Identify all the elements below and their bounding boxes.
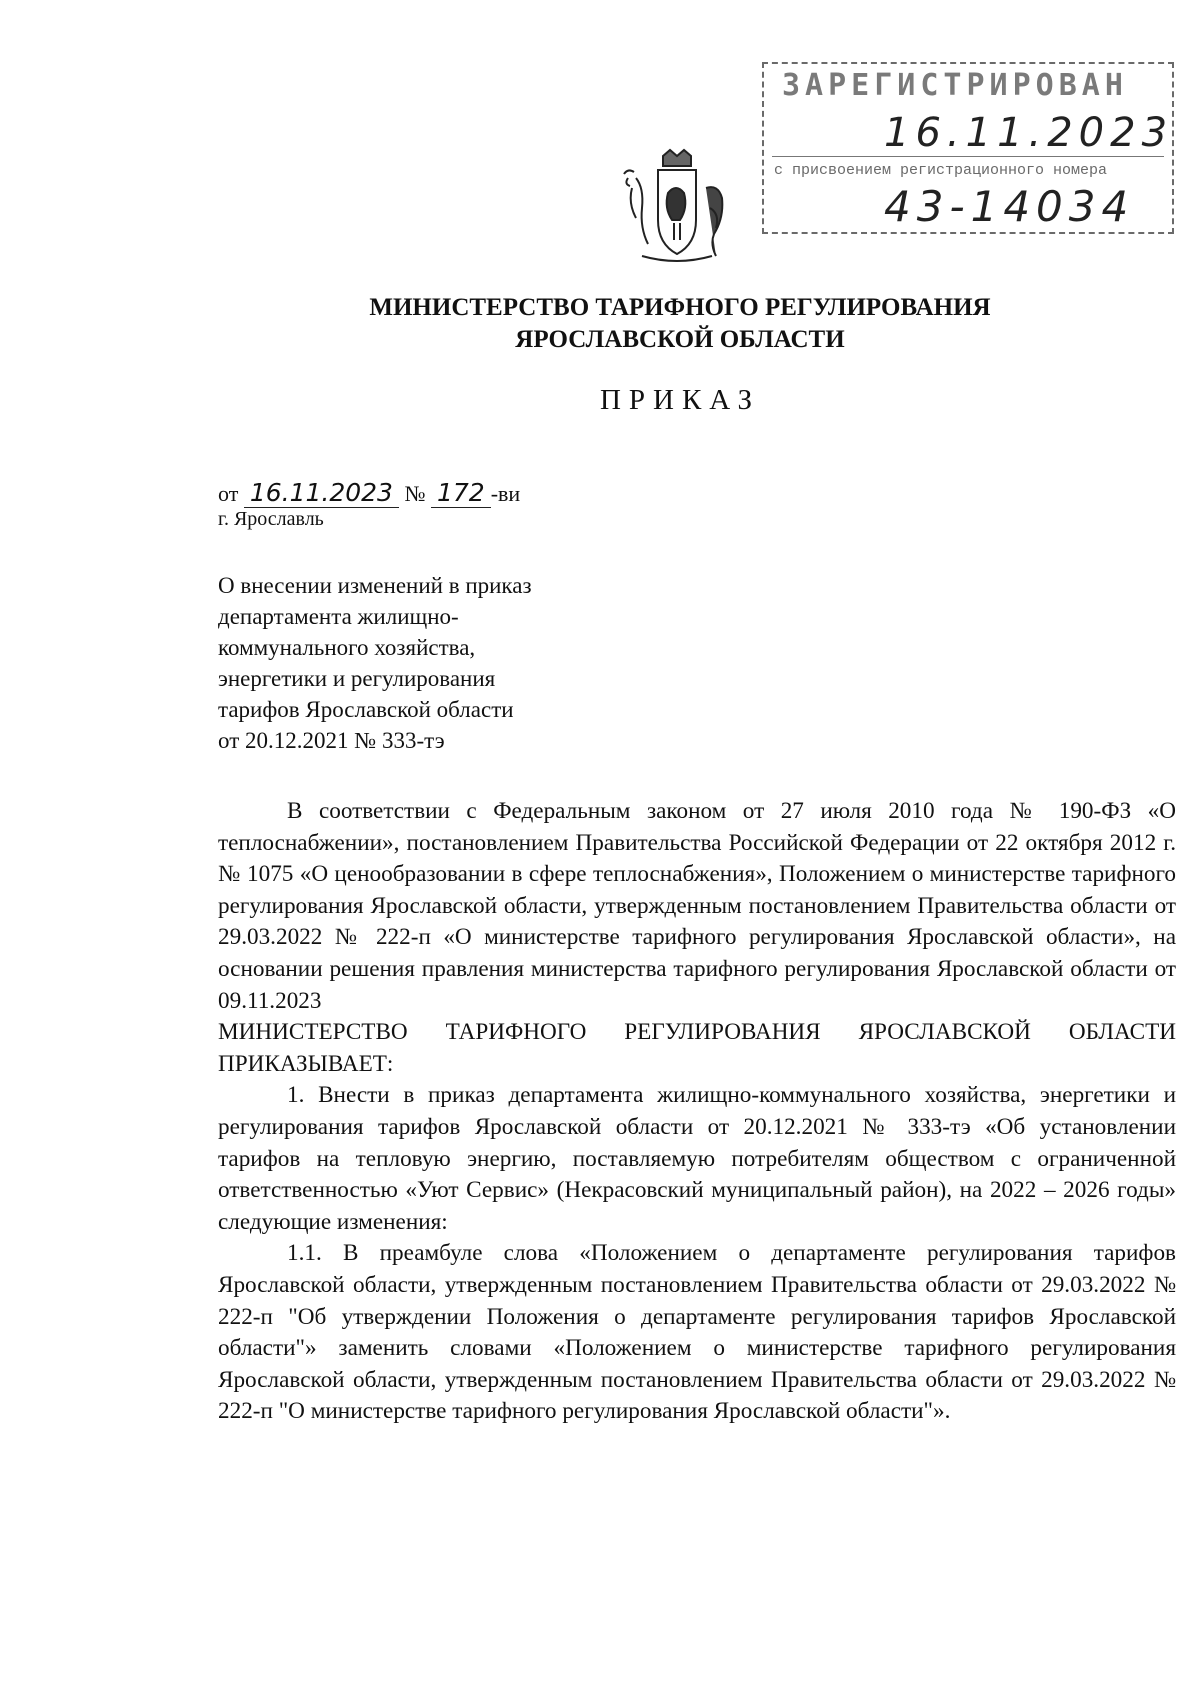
stamp-divider xyxy=(772,156,1164,157)
ministry-title-line2: ЯРОСЛАВСКОЙ ОБЛАСТИ xyxy=(515,326,845,353)
date-prefix: от xyxy=(218,481,239,506)
coat-of-arms-icon xyxy=(618,148,736,268)
order-directive: МИНИСТЕРСТВО ТАРИФНОГО РЕГУЛИРОВАНИЯ ЯРОСЛАВСКОЙ ОБЛАСТИ ПРИКАЗЫВАЕТ: xyxy=(218,1019,1176,1077)
order-subject xyxy=(218,570,638,756)
subject-line: энергетики и регулирования xyxy=(218,666,496,691)
order-date-line xyxy=(218,478,520,508)
subject-line: от 20.12.2021 № 333-тэ xyxy=(218,728,445,753)
order-date: 16.11.2023 xyxy=(244,478,399,508)
preamble-paragraph: В соответствии с Федеральным законом от 27 июля 2010 года № 190-ФЗ «О теплоснабжении», постановлением Правительства Российской Федерации от 22 октября 2012 г. № 1075 «О ценообразовании в сфере теплоснабжения», Положением о министерстве тарифного регулирования Ярославской области, утвержденным постановлением Правительства области от 29.03.2022 № 222-п «О министерстве тарифного регулирования Ярославской области», на основании решения правления министерства тарифного регулирования Ярославской области от 09.11.2023 xyxy=(218,798,1176,1014)
registration-stamp xyxy=(762,62,1174,234)
subject-line: О внесении изменений в приказ xyxy=(218,573,532,598)
ministry-title-line1: МИНИСТЕРСТВО ТАРИФНОГО РЕГУЛИРОВАНИЯ xyxy=(369,294,991,321)
number-prefix: № xyxy=(404,481,426,506)
stamp-number: 43-14034 xyxy=(884,182,1135,231)
subject-line: коммунального хозяйства, xyxy=(218,635,476,660)
order-number: 172 xyxy=(431,478,491,508)
document-type: ПРИКАЗ xyxy=(599,384,761,416)
subject-line: департамента жилищно- xyxy=(218,604,459,629)
order-city: г. Ярославль xyxy=(218,508,324,530)
stamp-title: ЗАРЕГИСТРИРОВАН xyxy=(782,68,1128,103)
item-1-paragraph: 1. Внести в приказ департамента жилищно-коммунального хозяйства, энергетики и регулирования тарифов Ярославской области от 20.12.2021 № 333-тэ «Об установлении тарифов на тепловую энергию, поставляемую потребителям обществом с ограниченной ответственностью «Уют Сервис» (Некрасовский муниципальный район), на 2022 – 2026 годы» следующие изменения: xyxy=(218,1082,1176,1235)
stamp-subtitle: с присвоением регистрационного номера xyxy=(774,162,1108,179)
number-suffix: -ви xyxy=(490,481,521,506)
stamp-date: 16.11.2023 xyxy=(884,110,1174,156)
subject-line: тарифов Ярославской области xyxy=(218,697,514,722)
item-1-1-paragraph: 1.1. В преамбуле слова «Положением о департаменте регулирования тарифов Ярославской области, утвержденным постановлением Правительства области от 29.03.2022 № 222-п "Об утверждении Положения о департаменте регулирования тарифов Ярославской области"» заменить словами «Положением о министерстве тарифного регулирования Ярославской области, утвержденным постановлением Правительства области от 29.03.2022 № 222-п "О министерстве тарифного регулирования Ярославской области"». xyxy=(218,1240,1176,1425)
order-body xyxy=(218,796,1176,1428)
